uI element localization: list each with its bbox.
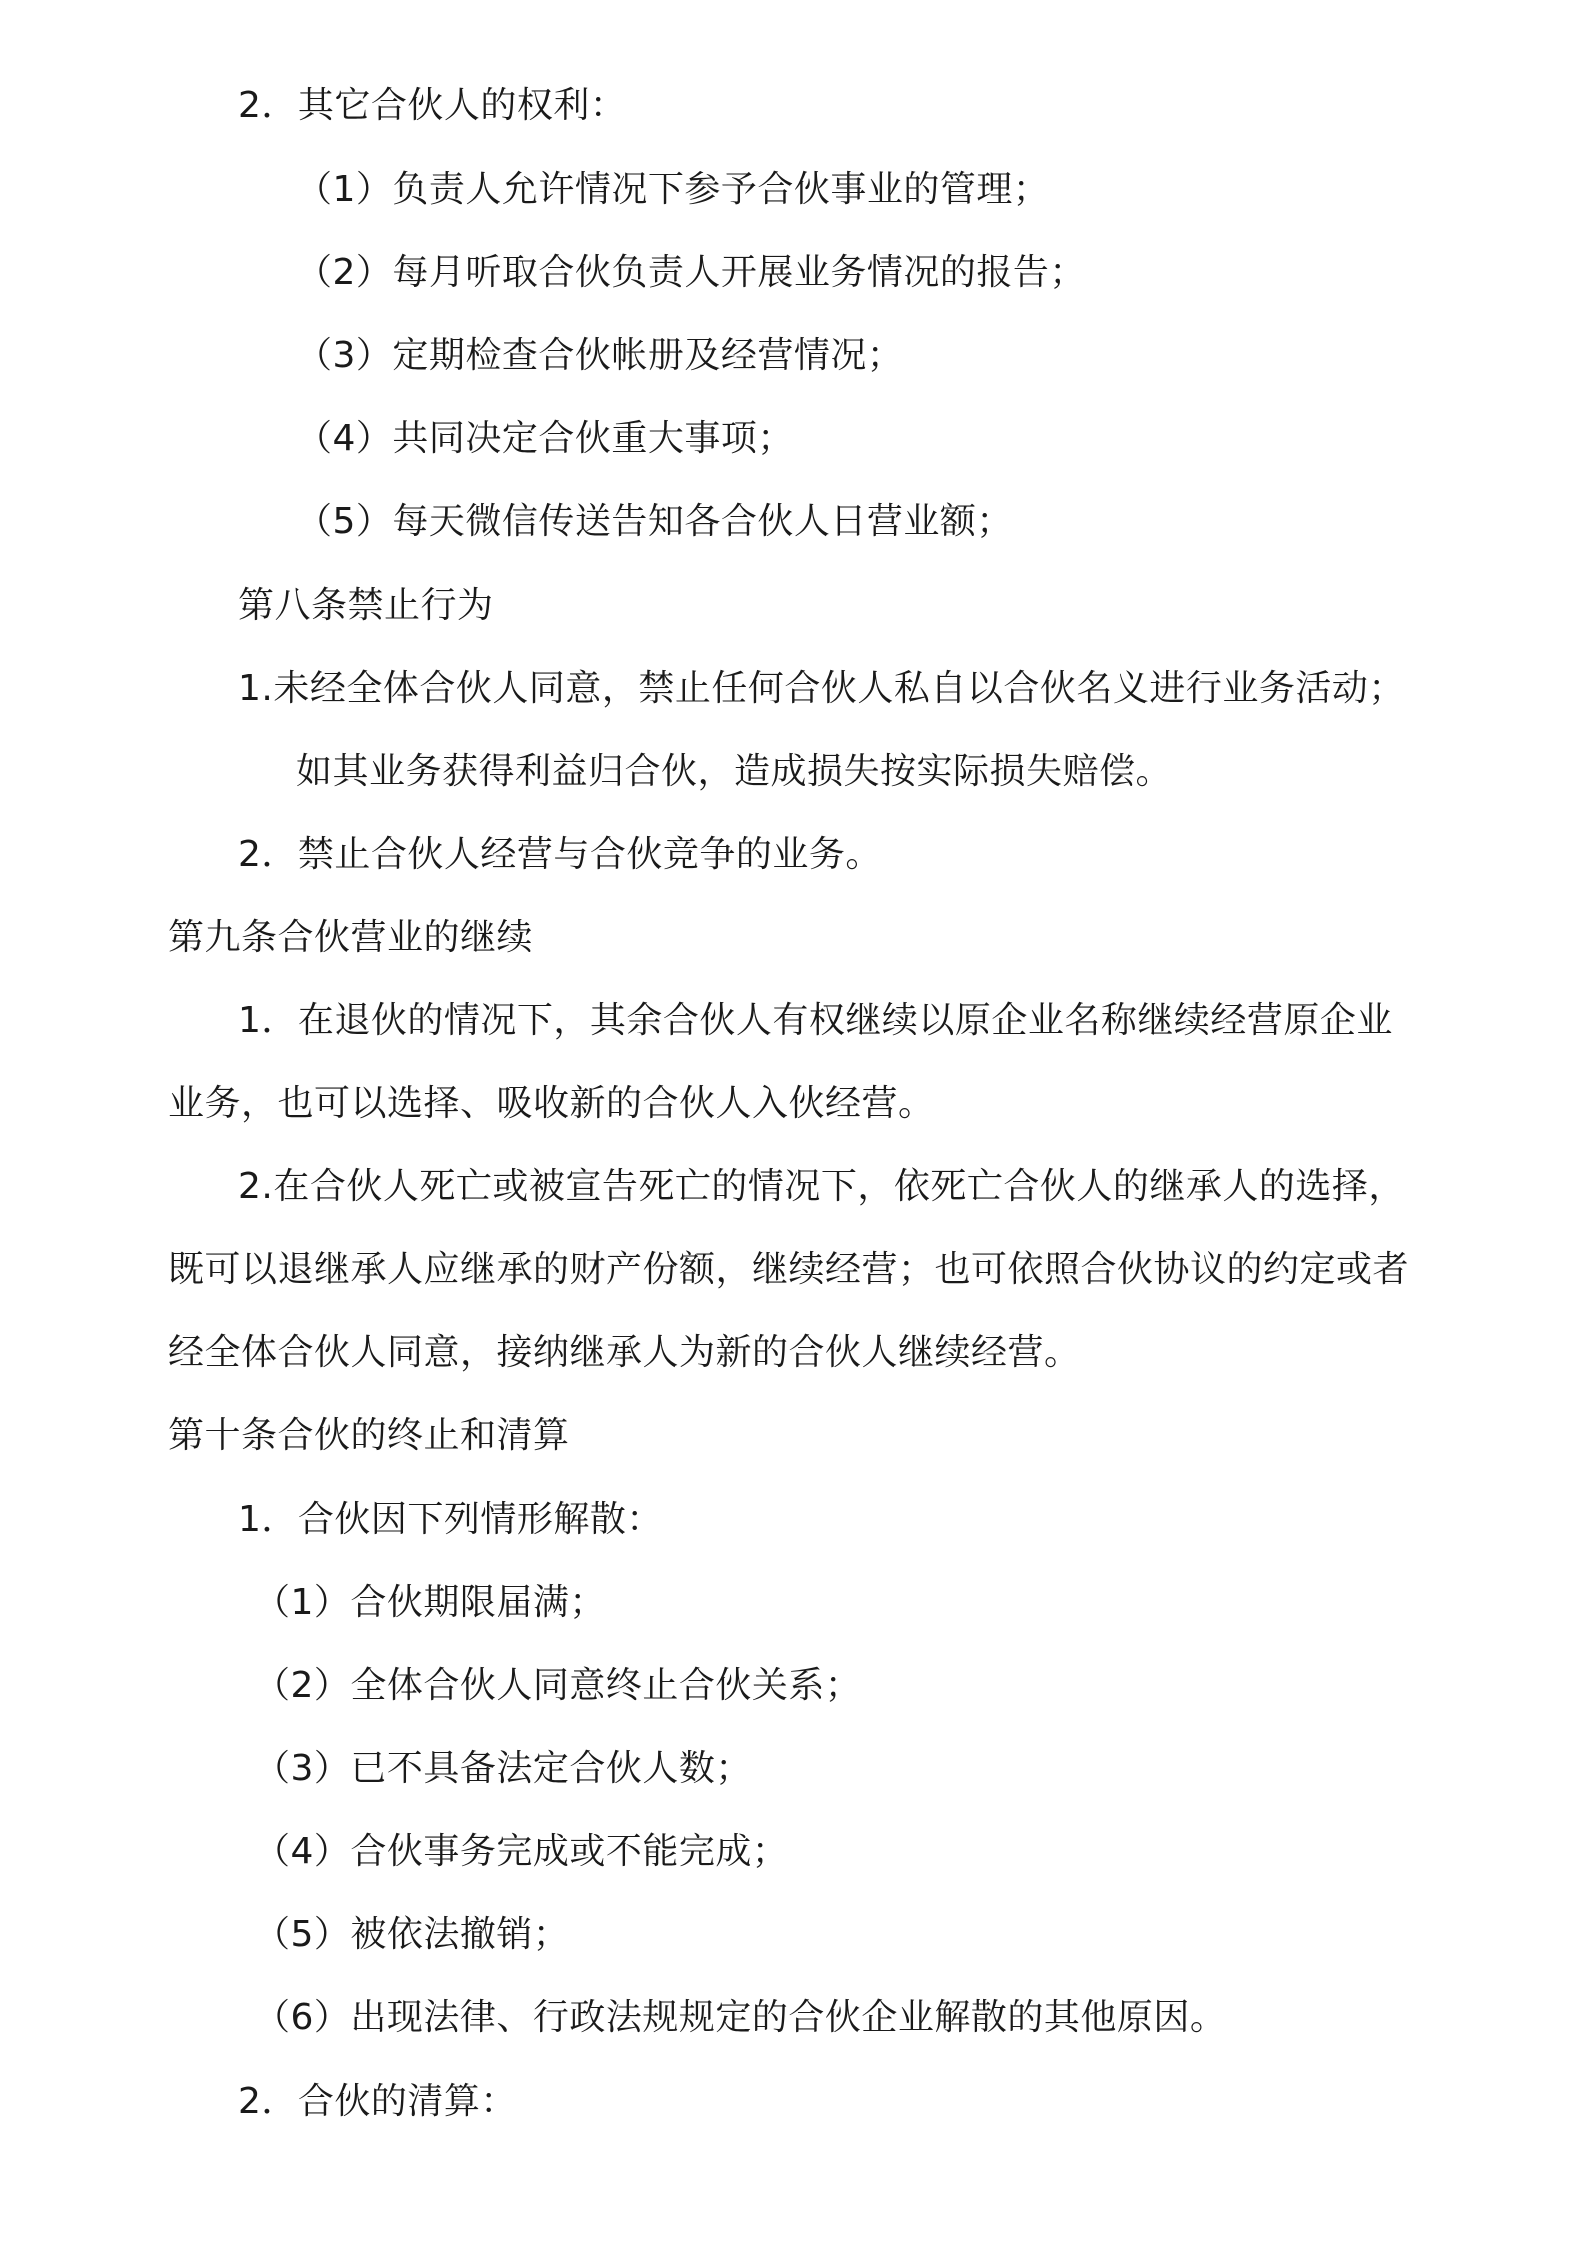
dissolution-case-6: （6）出现法律、行政法规规定的合伙企业解散的其他原因。 xyxy=(254,1997,1227,2038)
article-9-item-2-cont-2: 经全体合伙人同意，接纳继承人为新的合伙人继续经营。 xyxy=(168,1332,1081,1373)
article-9-item-1: 1．在退伙的情况下，其余合伙人有权继续以原企业名称继续经营原企业 xyxy=(238,1000,1393,1041)
sub-item-4: （4）共同决定合伙重大事项； xyxy=(296,418,794,459)
article-8-item-1-cont: 如其业务获得利益归合伙，造成损失按实际损失赔偿。 xyxy=(296,751,1173,792)
dissolution-case-4: （4）合伙事务完成或不能完成； xyxy=(254,1831,789,1872)
dissolution-case-3: （3）已不具备法定合伙人数； xyxy=(254,1748,752,1789)
article-8-heading: 第八条禁止行为 xyxy=(238,585,494,626)
article-9-item-2: 2.在合伙人死亡或被宣告死亡的情况下，依死亡合伙人的继承人的选择， xyxy=(238,1166,1405,1207)
article-10-heading: 第十条合伙的终止和清算 xyxy=(168,1415,570,1456)
article-10-item-2: 2．合伙的清算： xyxy=(238,2081,517,2122)
article-8-item-1: 1.未经全体合伙人同意，禁止任何合伙人私自以合伙名义进行业务活动； xyxy=(238,668,1405,709)
sub-item-5: （5）每天微信传送告知各合伙人日营业额； xyxy=(296,501,1013,542)
article-9-item-1-cont: 业务，也可以选择、吸收新的合伙人入伙经营。 xyxy=(168,1083,935,1124)
sub-item-3: （3）定期检查合伙帐册及经营情况； xyxy=(296,335,904,376)
sub-item-1: （1）负责人允许情况下参予合伙事业的管理； xyxy=(296,169,1050,210)
item-2-heading: 2．其它合伙人的权利： xyxy=(238,85,627,126)
sub-item-2: （2）每月听取合伙负责人开展业务情况的报告； xyxy=(296,252,1086,293)
dissolution-case-5: （5）被依法撤销； xyxy=(254,1914,570,1955)
article-8-item-2: 2．禁止合伙人经营与合伙竞争的业务。 xyxy=(238,834,882,875)
dissolution-case-1: （1）合伙期限届满； xyxy=(254,1582,606,1623)
dissolution-case-2: （2）全体合伙人同意终止合伙关系； xyxy=(254,1665,862,1706)
article-10-item-1: 1．合伙因下列情形解散： xyxy=(238,1499,663,1540)
article-9-heading: 第九条合伙营业的继续 xyxy=(168,917,534,958)
article-9-item-2-cont-1: 既可以退继承人应继承的财产份额，继续经营；也可依照合伙协议的约定或者 xyxy=(168,1249,1410,1290)
